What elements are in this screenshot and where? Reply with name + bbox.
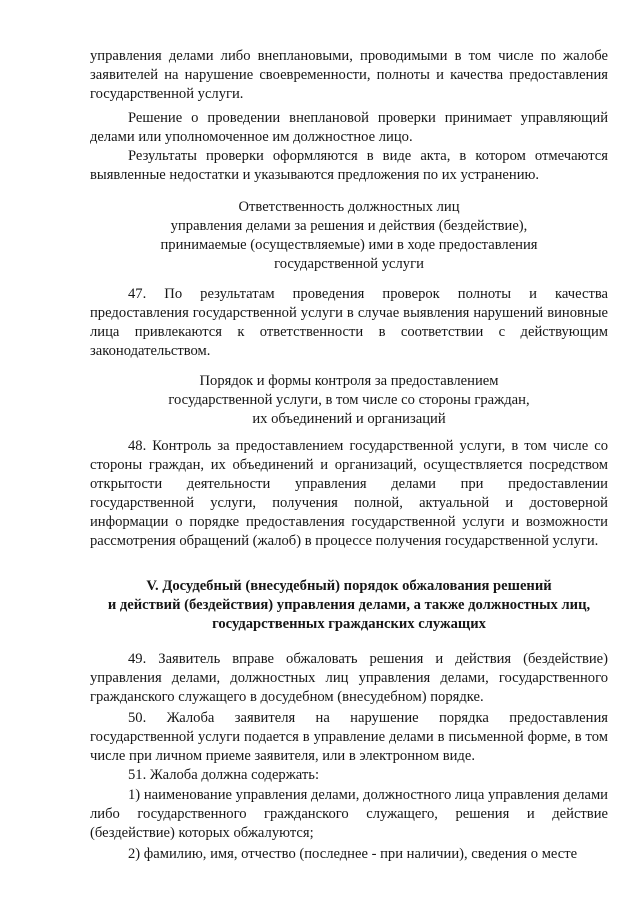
heading-responsibility [90, 198, 608, 274]
paragraph-48: 48. Контроль за предоставлением государственной услуги, в том числе со стороны граждан, их объединений и организаций, осуществляется посредством открытости деятельности управления делами при предоставлении государственной услуги, получения полной, актуальной и достоверной информации о порядке предоставления государственной услуги и возможности рассмотрения обращений (жалоб) в процессе получения государственной услуги. [90, 438, 608, 549]
heading-line: государственной услуги [274, 256, 424, 272]
heading-section-5 [90, 577, 608, 634]
paragraph-unscheduled-inspection: Решение о проведении внеплановой проверки принимает управляющий делами или уполномоченное им должностное лицо. [90, 110, 608, 145]
heading-line: V. Досудебный (внесудебный) порядок обжалования решений [146, 578, 552, 594]
heading-control [90, 372, 608, 429]
heading-line: Порядок и формы контроля за предоставлением [199, 373, 499, 389]
paragraph-inspection-results: Результаты проверки оформляются в виде акта, в котором отмечаются выявленные недостатки и указываются предложения по их устранению. [90, 148, 608, 183]
paragraph-49: 49. Заявитель вправе обжаловать решения и действия (бездействие) управления делами, должностных лиц управления делами, государственного гражданского служащего в досудебном (внесудебном) порядке. [90, 651, 608, 705]
paragraph-51-item-1: 1) наименование управления делами, должностного лица управления делами либо государственного гражданского служащего, решения и действие (бездействие) которых обжалуются; [90, 787, 608, 841]
heading-line: управления делами за решения и действия (бездействие), [170, 218, 528, 234]
heading-line: их объединений и организаций [252, 411, 446, 427]
heading-line: государственных гражданских служащих [212, 616, 486, 632]
paragraph-47: 47. По результатам проведения проверок полноты и качества предоставления государственной услуги в случае выявления нарушений виновные лица привлекаются к ответственности в соответствии с действующим законодательством. [90, 286, 608, 359]
heading-line: Ответственность должностных лиц [238, 199, 460, 215]
heading-line: принимаемые (осуществляемые) ими в ходе предоставления [160, 237, 538, 253]
heading-line: государственной услуги, в том числе со стороны граждан, [168, 392, 530, 408]
paragraph-intro: управления делами либо внеплановыми, проводимыми в том числе по жалобе заявителей на нарушение своевременности, полноты и качества предоставления государственной услуги. [90, 48, 608, 102]
heading-line: и действий (бездействия) управления делами, а также должностных лиц, [107, 597, 591, 613]
paragraph-51-item-2: 2) фамилию, имя, отчество (последнее - при наличии), сведения о месте [128, 846, 578, 862]
paragraph-51: 51. Жалоба должна содержать: [128, 767, 319, 783]
paragraph-50: 50. Жалоба заявителя на нарушение порядка предоставления государственной услуги подается в управление делами в письменной форме, в том числе при личном приеме заявителя, или в электронном виде. [90, 710, 608, 764]
